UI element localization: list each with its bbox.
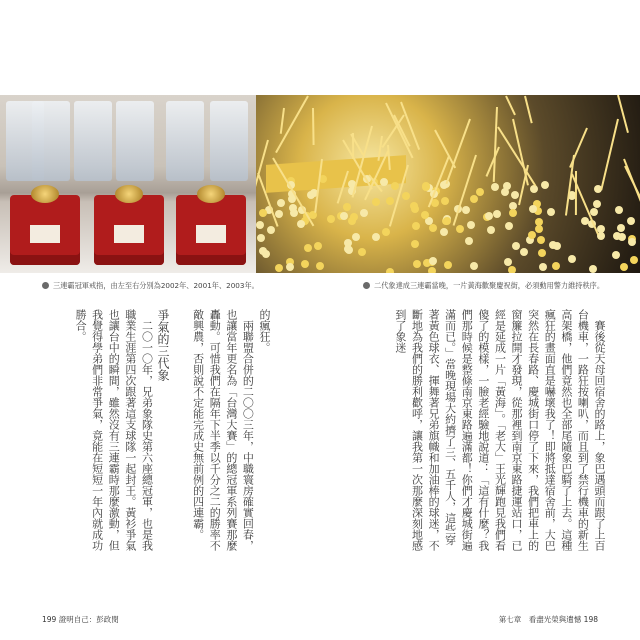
crowd-fan xyxy=(429,224,437,232)
crowd-fan xyxy=(590,208,598,216)
crowd-fan xyxy=(520,248,528,256)
crowd-fan xyxy=(429,257,437,265)
crowd-fan xyxy=(286,263,294,271)
crowd-fan xyxy=(386,268,394,273)
streamer xyxy=(524,96,533,123)
trophy-ring-photo xyxy=(0,95,256,273)
crowd-fan xyxy=(301,260,309,268)
crowd-fan xyxy=(380,178,388,186)
streamer xyxy=(575,171,577,215)
crowd-fan xyxy=(617,224,625,232)
crowd-fan xyxy=(456,225,464,233)
body-paragraph: 兩聯盟合併的二〇〇三年，中職寰房確實回春，也讓當年更名為「台灣大賽」的總冠軍系列賽那麼轟動。可惜我們在隔年下半季以千分之二的勝率不敵興農，否則說不定能完成史無前例的四連霸。 xyxy=(191,309,255,551)
crowd-fan xyxy=(462,206,470,214)
left-page-footer: 199 證明自己：彭政閔 xyxy=(42,615,119,624)
crowd-fan xyxy=(304,244,312,252)
crowd-fan xyxy=(589,265,597,273)
crowd-fan xyxy=(539,263,547,271)
trophy-image xyxy=(210,101,248,181)
crowd-fan xyxy=(256,221,264,229)
crowd-fan xyxy=(382,228,390,236)
crowd-fan xyxy=(440,228,448,236)
crowd-fan xyxy=(267,226,275,234)
ring-box-2003 xyxy=(176,195,246,265)
crowd-fan xyxy=(297,220,305,228)
crowd-fan xyxy=(613,232,621,240)
crowd-fan xyxy=(615,206,623,214)
crowd-fan xyxy=(537,236,545,244)
right-page-footer: 第七章 看盡光榮與遺憾 198 xyxy=(498,615,598,624)
crowd-fan xyxy=(372,198,380,206)
crowd-fan xyxy=(470,262,478,270)
ring-box-2001 xyxy=(94,195,164,265)
body-paragraph: 賽後從天母回宿舍的路上，象巴遇頭而跟了上百台機車，一路狂按喇叭，而且到了禁行機車的新生高架橋，他們竟然也全部尾隨象巴騎了上去。這種瘋狂的畫面直是嚇壞我了！即將抵達宿舍前，大巴突然在長春路、慶城街口停了下來，我們把車上的窗簾拉開才發現，從那裡到南京東路捷運站口，已經是延成一片「黃海」。「老大」王光輝跑見我們看傻了的模樣，一臉老經驗地說道：「這有什麼？我們那時候是整條南京東路遍滿都！你們才慶城街遍滿而已。」當晚現場大約擠了三、五千人，這些穿著黃色球衣、揮舞著兄弟旗幟和加油棒的球迷，不斷地為我們的勝利歡呼，讓我第一次那麼深刻地感到了象迷 xyxy=(393,309,606,551)
crowd-fan xyxy=(290,209,298,217)
crowd-fan xyxy=(541,181,549,189)
crowd-fan xyxy=(538,249,546,257)
trophy-image xyxy=(74,101,112,181)
section-heading: 爭氣的三代象 xyxy=(156,309,171,381)
crowd-fan xyxy=(391,182,399,190)
crowd-fan xyxy=(428,267,436,273)
trophy-image xyxy=(32,101,70,181)
streamer xyxy=(280,108,285,134)
streamer xyxy=(624,166,640,197)
crowd-fan xyxy=(340,212,348,220)
crowd-fan xyxy=(505,222,513,230)
crowd-fan xyxy=(493,210,501,218)
crowd-fan xyxy=(314,242,322,250)
crowd-fan xyxy=(487,226,495,234)
streamer xyxy=(446,118,471,183)
crowd-fan xyxy=(467,221,475,229)
crowd-fan xyxy=(508,266,516,273)
streamer xyxy=(600,119,619,190)
crowd-celebration-photo xyxy=(256,95,640,273)
crowd-fan xyxy=(422,182,430,190)
streamer xyxy=(493,107,498,182)
crowd-fan xyxy=(372,233,380,241)
crowd-fan xyxy=(441,197,449,205)
crowd-fan xyxy=(275,264,283,272)
crowd-fan xyxy=(529,205,537,213)
crowd-fan xyxy=(352,233,360,241)
crowd-fan xyxy=(528,231,536,239)
caption-bullet-icon xyxy=(42,282,49,289)
caption-bullet-icon xyxy=(363,282,370,289)
crowd-fan xyxy=(491,183,499,191)
crowd-fan xyxy=(612,251,620,259)
crowd-fan xyxy=(620,263,628,271)
crowd-fan xyxy=(504,258,512,266)
crowd-fan xyxy=(568,255,576,263)
crowd-fan xyxy=(402,192,410,200)
crowd-fan xyxy=(327,215,335,223)
crowd-fan xyxy=(470,195,478,203)
ring-box-2002 xyxy=(10,195,80,265)
crowd-fan xyxy=(535,225,543,233)
crowd-fan xyxy=(547,208,555,216)
crowd-fan xyxy=(512,242,520,250)
crowd-fan xyxy=(444,261,452,269)
crowd-fan xyxy=(465,237,473,245)
crowd-fan xyxy=(412,222,420,230)
crowd-fan xyxy=(257,234,265,242)
crowd-fan xyxy=(511,191,519,199)
trophy-image xyxy=(116,101,154,181)
crowd-fan xyxy=(593,200,601,208)
crowd-fan xyxy=(277,199,285,207)
crowd-fan xyxy=(627,217,635,225)
body-paragraph: 二〇一〇年，兄弟象隊史第六座總冠軍，也是我職業生涯第四次跟著這支球隊一起封王。黃衫爭氣也讓台中的瞬間，雖然沒有三連霸時那麼激動，但我覺得學弟們非常爭氣，竟能在短短一年內就成功勝合。 xyxy=(74,309,154,551)
crowd-fan xyxy=(552,262,560,270)
crowd-fan xyxy=(628,238,636,246)
left-page-body xyxy=(42,309,272,554)
left-photo-caption: 三連霸冠軍戒指，由左至右分別為2002年、2001年、2003年。 xyxy=(42,281,259,291)
crowd-fan xyxy=(443,217,451,225)
crowd-fan xyxy=(360,209,368,217)
crowd-fan xyxy=(411,205,419,213)
crowd-fan xyxy=(509,209,517,217)
crowd-fan xyxy=(344,245,352,253)
crowd-fan xyxy=(343,203,351,211)
streamer xyxy=(385,103,413,159)
crowd-fan xyxy=(386,197,394,205)
streamer xyxy=(617,95,629,133)
crowd-fan xyxy=(630,256,638,264)
body-paragraph: 的瘋狂。 xyxy=(258,309,271,353)
crowd-fan xyxy=(581,217,589,225)
streamer xyxy=(505,95,516,115)
crowd-fan xyxy=(501,188,509,196)
crowd-fan xyxy=(413,260,421,268)
streamer xyxy=(452,155,476,226)
trophy-image xyxy=(166,101,204,181)
streamer xyxy=(312,108,315,145)
crowd-fan xyxy=(358,248,366,256)
crowd-fan xyxy=(316,262,324,270)
crowd-fan xyxy=(411,240,419,248)
crowd-fan xyxy=(262,250,270,258)
crowd-fan xyxy=(350,213,358,221)
crowd-fan xyxy=(476,188,484,196)
right-photo-caption: 二代象達成三連霸當晚，一片黃海歡聚慶祝街，必須動用警力維持秩序。 xyxy=(363,281,604,291)
crowd-fan xyxy=(259,209,267,217)
right-page-body xyxy=(377,309,607,554)
crowd-fan xyxy=(275,210,283,218)
